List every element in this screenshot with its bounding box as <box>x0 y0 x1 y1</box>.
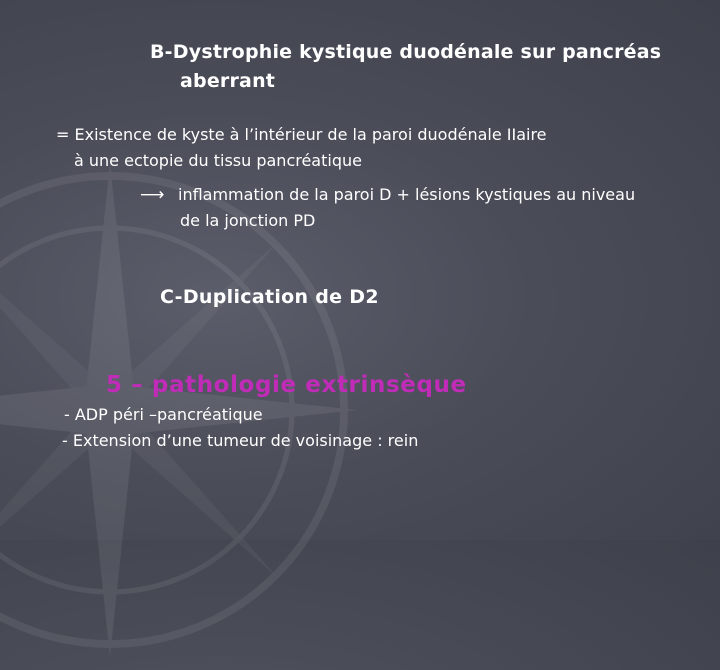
definition-line2: à une ectopie du tissu pancréatique <box>74 151 362 170</box>
definition-text <box>56 122 547 174</box>
section-c-heading: C-Duplication de D2 <box>160 286 379 308</box>
extrinsic-list <box>62 402 418 454</box>
consequence-text <box>140 182 635 234</box>
consequence-line1: inflammation de la paroi D + lésions kystiques au niveau <box>178 185 636 204</box>
right-arrow-icon: ⟶ <box>140 185 165 205</box>
section-b-title-line2: aberrant <box>180 70 276 92</box>
definition-line1: = Existence de kyste à l’intérieur de la paroi duodénale IIaire <box>56 125 547 144</box>
section-5-heading: 5 – pathologie extrinsèque <box>106 372 467 398</box>
section-b-heading <box>150 38 661 96</box>
consequence-line2: de la jonction PD <box>180 211 316 230</box>
list-item: - Extension d’une tumeur de voisinage : rein <box>62 431 419 450</box>
section-b-title-line1: B-Dystrophie kystique duodénale sur pancréas <box>150 41 662 63</box>
list-item: - ADP péri –pancréatique <box>64 405 263 424</box>
